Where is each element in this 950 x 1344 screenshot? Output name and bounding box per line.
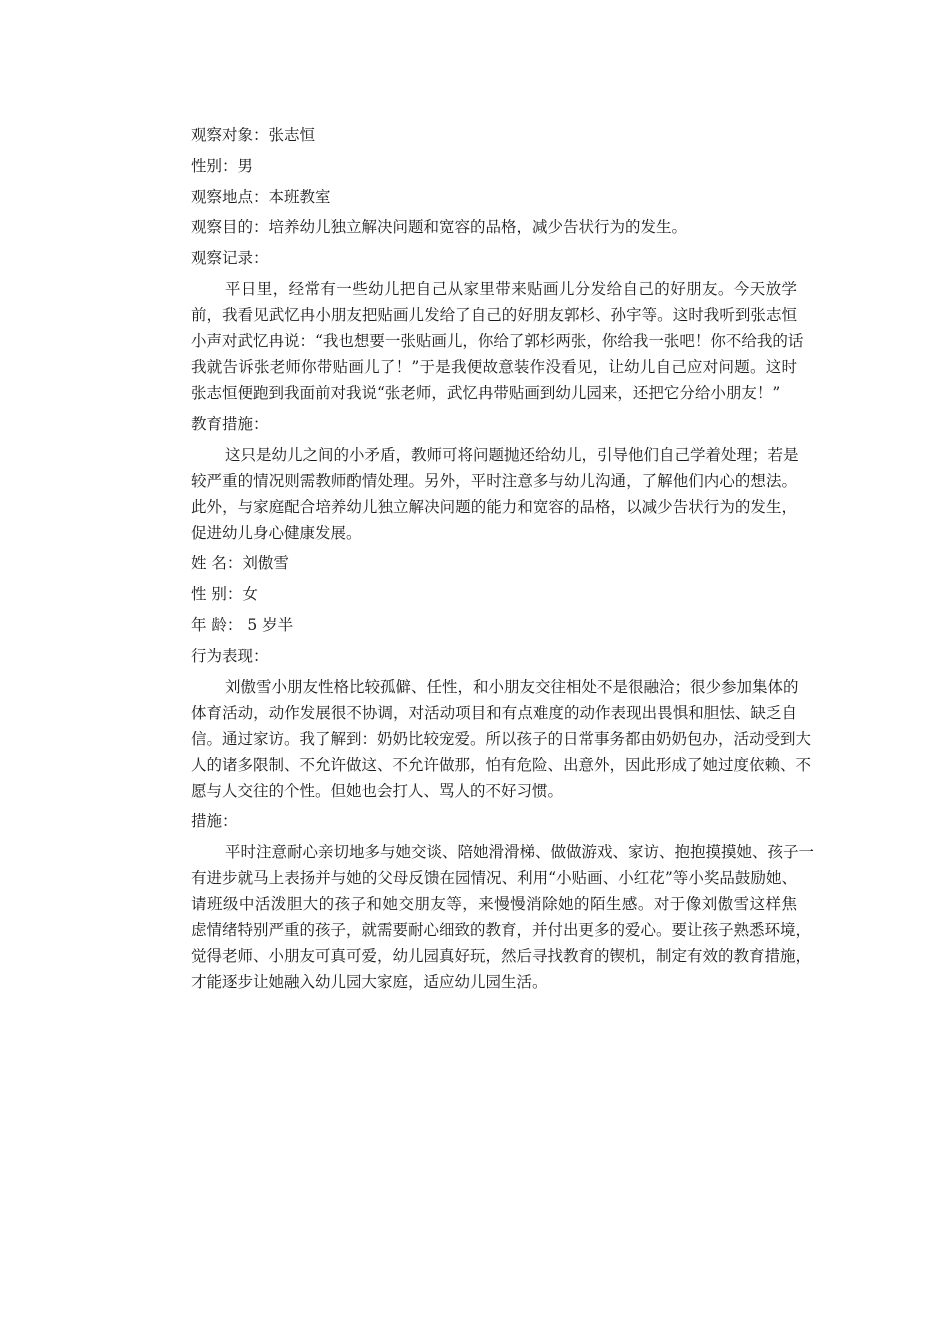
- measures-line: 虑情绪特别严重的孩子，就需要耐心细致的教育，并付出更多的爱心。要让孩子熟悉环境，: [191, 921, 812, 940]
- child-name: 姓 名：刘傲雪: [191, 554, 289, 573]
- record-line: 平日里，经常有一些幼儿把自己从家里带来贴画儿分发给自己的好朋友。今天放学: [225, 279, 797, 298]
- observation-target: 观察对象：张志恒: [191, 126, 316, 144]
- observation-record-heading: 观察记录：: [191, 249, 269, 268]
- record-line: 张志恒便跑到我面前对我说“张老师，武忆冉带贴画到幼儿园来，还把它分给小朋友！”: [191, 383, 781, 402]
- record-line: 小声对武忆冉说：“我也想要一张贴画儿，你给了郭杉两张，你给我一张吧！你不给我的话: [191, 331, 804, 350]
- behavior-line: 愿与人交往的个性。但她也会打人、骂人的不好习惯。: [191, 781, 564, 800]
- measures-line: 觉得老师、小朋友可真可爱，幼儿园真好玩，然后寻找教育的锲机，制定有效的教育措施，: [191, 947, 812, 966]
- observation-record-paragraph: [157, 276, 804, 406]
- behavior-line: 信。通过家访。我了解到：奶奶比较宠爱。所以孩子的日常事务都由奶奶包办，活动受到大: [191, 729, 812, 748]
- behavior-line: 体育活动，动作发展很不协调，对活动项目和有点难度的动作表现出畏惧和胆怯、缺乏自: [191, 703, 797, 722]
- behavior-line: 人的诸多限制、不允许做这、不允许做那，怕有危险、出意外，因此形成了她过度依赖、不: [191, 755, 812, 774]
- observation-place: 观察地点：本班教室: [191, 187, 331, 206]
- measures-line: 平时注意耐心亲切地多与她交谈、陪她滑滑梯、做做游戏、家访、抱抱摸摸她、孩子一: [225, 843, 815, 862]
- education-line: 此外，与家庭配合培养幼儿独立解决问题的能力和宽容的品格，以减少告状行为的发生，: [191, 497, 797, 516]
- behavior-paragraph: [157, 674, 812, 804]
- measures-line: 有进步就马上表扬并与她的父母反馈在园情况、利用“小贴画、小红花”等小奖品鼓励她、: [191, 869, 797, 888]
- education-line: 促进幼儿身心健康发展。: [191, 523, 362, 542]
- measures-line: 请班级中活泼胆大的孩子和她交朋友等，来慢慢消除她的陌生感。对于像刘傲雪这样焦: [191, 895, 797, 914]
- behavior-line: 刘傲雪小朋友性格比较孤僻、任性，和小朋友交往相处不是很融洽；很少参加集体的: [225, 677, 799, 696]
- record-line: 我就告诉张老师你带贴画儿了！”于是我便故意装作没看见，让幼儿自己应对问题。这时: [191, 357, 797, 376]
- measures-line: 才能逐步让她融入幼儿园大家庭，适应幼儿园生活。: [191, 973, 548, 992]
- education-line: 这只是幼儿之间的小矛盾，教师可将问题抛还给幼儿，引导他们自己学着处理；若是: [225, 445, 799, 464]
- measures-heading: 措施：: [191, 812, 238, 831]
- record-line: 前，我看见武忆冉小朋友把贴画儿发给了自己的好朋友郭杉、孙宇等。这时我听到张志恒: [191, 305, 797, 324]
- behavior-heading: 行为表现：: [191, 646, 269, 665]
- child-age: 年 龄： 5 岁半: [191, 615, 294, 634]
- measures-paragraph: [157, 839, 815, 995]
- education-paragraph: [157, 442, 797, 546]
- observation-purpose: 观察目的：培养幼儿独立解决问题和宽容的品格，减少告状行为的发生。: [191, 218, 688, 237]
- education-line: 较严重的情况则需教师酌情处理。另外，平时注意多与幼儿沟通，了解他们内心的想法。: [191, 471, 797, 490]
- observation-gender: 性别：男: [191, 156, 254, 175]
- education-heading: 教育措施：: [191, 414, 269, 433]
- child-gender: 性 别：女: [191, 585, 258, 604]
- document-body: [157, 122, 815, 1000]
